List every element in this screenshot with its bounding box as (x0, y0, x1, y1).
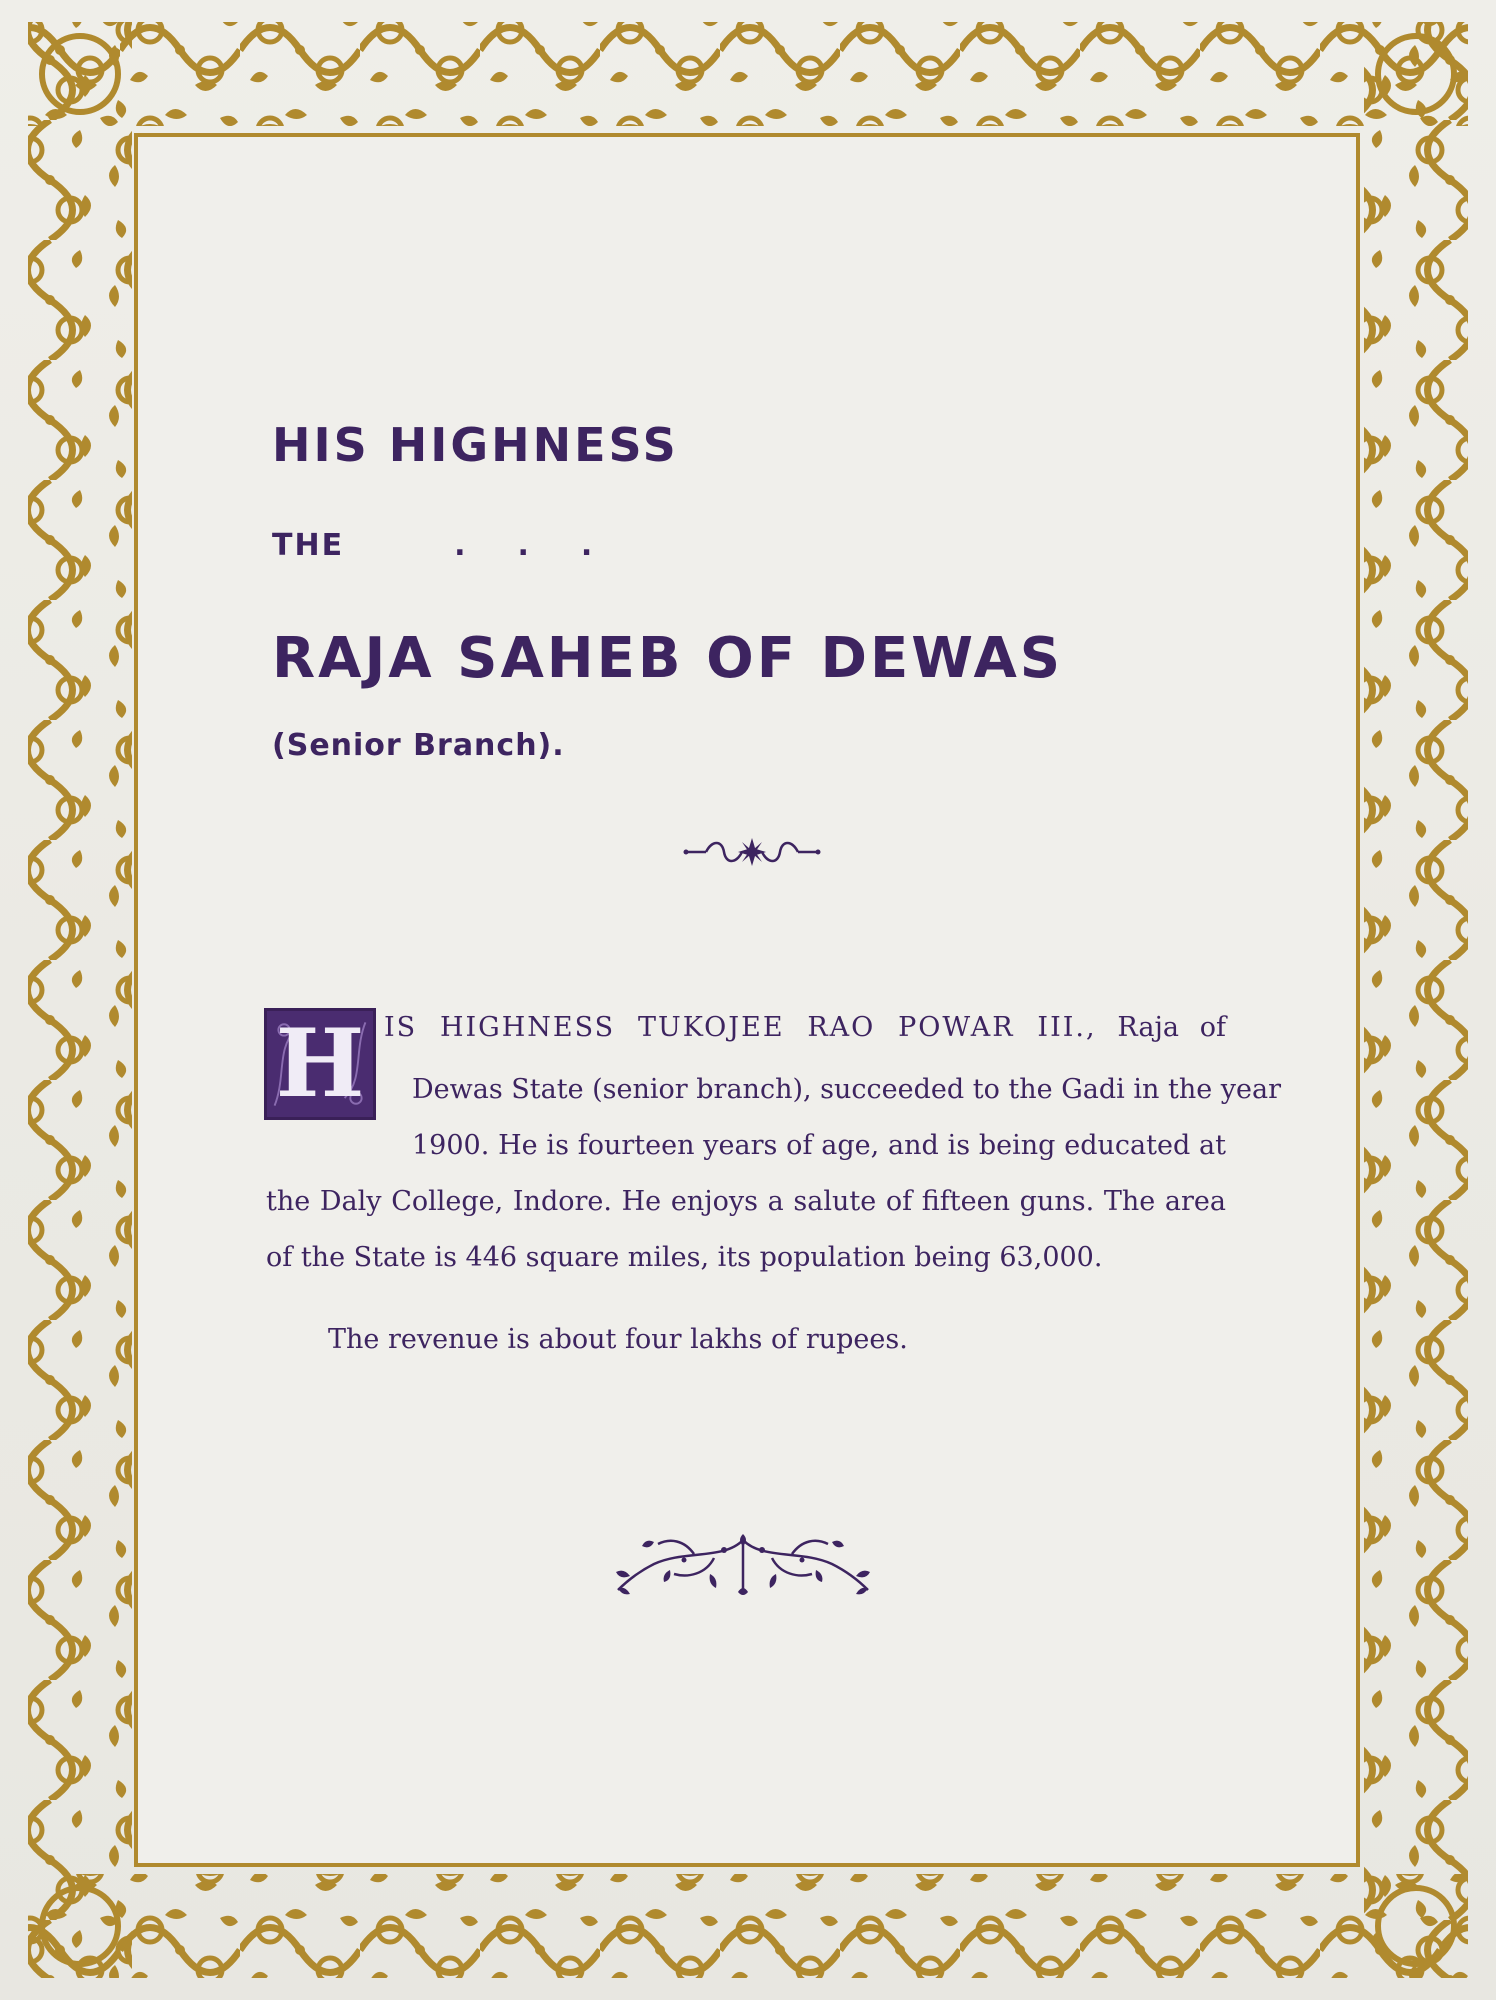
paragraph-line-1 (384, 1012, 1226, 1043)
paragraph-line-2: Dewas State (senior branch), succeeded to the Gadi in the year (412, 1074, 1282, 1105)
paragraph-line-3: 1900. He is fourteen years of age, and is being educated at (412, 1130, 1226, 1161)
heading-the-word: THE (272, 528, 345, 563)
heading-dots: ... (454, 528, 645, 563)
drop-cap (264, 1008, 376, 1120)
name-caps: IS HIGHNESS TUKOJEE RAO POWAR III., (384, 1012, 1097, 1043)
paragraph-line-4: the Daly College, Indore. He enjoys a salute of fifteen guns. The area (266, 1186, 1226, 1217)
paragraph-revenue: The revenue is about four lakhs of rupees. (328, 1324, 908, 1355)
drop-cap-letter: H (275, 1009, 365, 1119)
line1-rest: Raja of (1117, 1012, 1226, 1043)
tailpiece-ornament-icon (614, 1530, 872, 1602)
heading-his-highness: HIS HIGHNESS (272, 418, 679, 472)
heading-title: RAJA SAHEB OF DEWAS (272, 626, 1064, 691)
paragraph-line-5: of the State is 446 square miles, its population being 63,000. (266, 1242, 1103, 1273)
heading-subtitle: (Senior Branch). (272, 728, 565, 763)
fleuron-ornament-icon (682, 834, 822, 870)
heading-the (272, 528, 644, 563)
